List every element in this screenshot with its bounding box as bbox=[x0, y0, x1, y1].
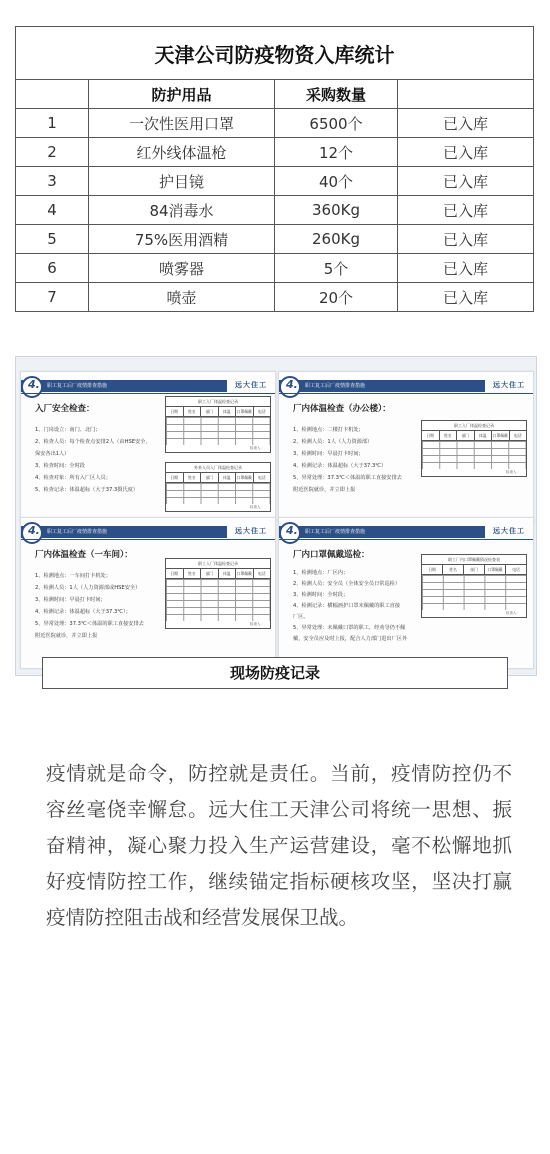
on-site-photo bbox=[15, 356, 537, 676]
record-form: 职工入厂体温检查记录 日期 姓名 部门 体温 口罩佩戴 电话 检查人： bbox=[165, 396, 271, 453]
poster-title: 厂内体温检查（一车间）： bbox=[35, 550, 133, 560]
poster-list-item: 厂区。 bbox=[293, 614, 309, 620]
table-row bbox=[16, 138, 534, 167]
poster-list-item: 3、检测时间：早晨打卡时间； bbox=[293, 451, 364, 457]
row-status: 已入库 bbox=[398, 138, 534, 167]
header-item: 防护用品 bbox=[89, 80, 275, 109]
photo-caption: 现场防疫记录 bbox=[42, 657, 508, 689]
table-row bbox=[16, 109, 534, 138]
row-index: 7 bbox=[16, 283, 89, 312]
poster-header-text: 职工复工后厂疫情排查措施 bbox=[305, 529, 366, 535]
row-item: 喷壶 bbox=[89, 283, 275, 312]
table-row bbox=[16, 283, 534, 312]
poster-list-item: 附近医院就诊，并立即上报 bbox=[293, 487, 356, 493]
row-index: 2 bbox=[16, 138, 89, 167]
row-quantity: 260Kg bbox=[275, 225, 398, 254]
row-index: 4 bbox=[16, 196, 89, 225]
poster-list-item: 4、检测记录：体温超标（大于37.3℃） bbox=[293, 463, 387, 469]
step-badge: 4. bbox=[279, 376, 301, 398]
row-status: 已入库 bbox=[398, 283, 534, 312]
table-row bbox=[16, 254, 534, 283]
poster-header-text: 职工复工后厂疫情排查措施 bbox=[305, 383, 366, 389]
record-form: 职工入厂体温检查记录 日期 姓名 部门 体温 口罩佩戴 电话 检查人： bbox=[421, 420, 527, 477]
poster-workshop-temperature bbox=[20, 517, 276, 669]
stock-table bbox=[15, 26, 534, 312]
poster-title: 入厂安全检查： bbox=[35, 404, 95, 414]
row-index: 6 bbox=[16, 254, 89, 283]
poster-list-item: 戴，安全员应及时上报，配合人力部门进出厂区外 bbox=[293, 636, 408, 642]
row-status: 已入库 bbox=[398, 225, 534, 254]
row-quantity: 360Kg bbox=[275, 196, 398, 225]
poster-list bbox=[293, 568, 408, 645]
poster-list-item: 5、检查记录：体温超标（大于37.3摄氏度） bbox=[35, 487, 139, 493]
brand-logo: 远大住工 bbox=[235, 527, 267, 535]
row-item: 84消毒水 bbox=[89, 196, 275, 225]
poster-list-item: 5、异常处理：未佩戴口罩的职工，经劝导仍不佩 bbox=[293, 625, 406, 631]
brand-logo: 远大住工 bbox=[493, 381, 525, 389]
poster-list-item: 2、检测人员：1人（人力资源部） bbox=[293, 439, 373, 445]
row-item: 一次性医用口罩 bbox=[89, 109, 275, 138]
poster-list-item: 1、门岗设立：南门、北门； bbox=[35, 427, 101, 433]
poster-mask-inspection bbox=[278, 517, 534, 669]
brand-logo: 远大住工 bbox=[235, 381, 267, 389]
row-item: 红外线体温枪 bbox=[89, 138, 275, 167]
poster-header-text: 职工复工后厂疫情排查措施 bbox=[47, 529, 108, 535]
poster-list-item: 4、检测记录：横幅画护口罩未佩戴的职工直接 bbox=[293, 603, 401, 609]
record-form: 外来人员入厂体温检查记录 日期 姓名 部门 体温 口罩佩戴 电话 检查人： bbox=[165, 462, 271, 512]
header-status bbox=[398, 80, 534, 109]
row-status: 已入库 bbox=[398, 109, 534, 138]
poster-list bbox=[35, 424, 150, 496]
table-row bbox=[16, 167, 534, 196]
row-status: 已入库 bbox=[398, 196, 534, 225]
table-row bbox=[16, 196, 534, 225]
header-index bbox=[16, 80, 89, 109]
row-index: 1 bbox=[16, 109, 89, 138]
step-badge: 4. bbox=[279, 522, 301, 544]
poster-list-item: 3、检测时间：全时段； bbox=[293, 592, 349, 598]
poster-list bbox=[293, 424, 408, 496]
article-paragraph: 疫情就是命令，防控就是责任。当前，疫情防控仍不容丝毫侥幸懈怠。远大住工天津公司将统一思想、振奋精神，凝心聚力投入生产运营建设，毫不松懈地抓好疫情防控工作，继续锚定指标硬核攻坚，坚决打赢疫情防控阻击战和经营发展保卫战。 bbox=[46, 762, 512, 929]
step-badge: 4. bbox=[21, 376, 43, 398]
record-form: 职工厂内口罩佩戴情况检查表 日期 姓名 部门 口罩佩戴 电话 检查人： bbox=[421, 554, 527, 618]
poster-list-item: 4、检查对象：所有入厂区人员； bbox=[35, 475, 111, 481]
poster-entry-check bbox=[20, 371, 276, 523]
poster-title: 厂内体温检查（办公楼）： bbox=[293, 404, 391, 414]
row-quantity: 6500个 bbox=[275, 109, 398, 138]
poster-list-item: 2、检测人员：1人（人力资源部或HSE安全） bbox=[35, 585, 141, 591]
table-header-row bbox=[16, 80, 534, 109]
row-index: 5 bbox=[16, 225, 89, 254]
table-title: 天津公司防疫物资入库统计 bbox=[16, 27, 534, 80]
poster-list-item: 3、检查时间：全时段 bbox=[35, 463, 85, 469]
poster-list-item: 4、检测记录：体温超标（大于37.3℃）； bbox=[35, 609, 131, 615]
poster-header-text: 职工复工后厂疫情排查措施 bbox=[47, 383, 108, 389]
poster-title: 厂内口罩佩戴巡检： bbox=[293, 550, 370, 560]
poster-list-item: 5、异常处理：37.3℃＜体温的职工直接安排去 bbox=[35, 621, 144, 627]
row-quantity: 5个 bbox=[275, 254, 398, 283]
poster-list-item: 保安各出1人） bbox=[35, 451, 70, 457]
table-row bbox=[16, 225, 534, 254]
poster-list-item: 附近医院就诊，并立即上报 bbox=[35, 633, 98, 639]
row-item: 喷雾器 bbox=[89, 254, 275, 283]
step-badge: 4. bbox=[21, 522, 43, 544]
row-quantity: 40个 bbox=[275, 167, 398, 196]
row-status: 已入库 bbox=[398, 167, 534, 196]
poster-list-item: 2、检查人员：每个检查点安排2人（由HSE安全、 bbox=[35, 439, 151, 445]
row-status: 已入库 bbox=[398, 254, 534, 283]
header-quantity: 采购数量 bbox=[275, 80, 398, 109]
row-item: 护目镜 bbox=[89, 167, 275, 196]
record-form: 职工入厂体温检查记录 日期 姓名 部门 体温 口罩佩戴 电话 检查人： bbox=[165, 558, 271, 629]
poster-list-item: 1、检测地点：二楼打卡机处； bbox=[293, 427, 364, 433]
brand-logo: 远大住工 bbox=[493, 527, 525, 535]
row-quantity: 12个 bbox=[275, 138, 398, 167]
row-index: 3 bbox=[16, 167, 89, 196]
poster-list-item: 1、检测地点：厂区内； bbox=[293, 570, 349, 576]
row-quantity: 20个 bbox=[275, 283, 398, 312]
poster-list-item: 2、检测人员：安全员（全体安全员日常巡检） bbox=[293, 581, 401, 587]
poster-list bbox=[35, 570, 150, 642]
poster-office-temperature bbox=[278, 371, 534, 523]
poster-list-item: 5、异常处理：37.3℃＜体温的职工直接安排去 bbox=[293, 475, 402, 481]
row-item: 75%医用酒精 bbox=[89, 225, 275, 254]
poster-list-item: 3、检测时间：早晨打卡时间； bbox=[35, 597, 106, 603]
poster-list-item: 1、检测地点：一车间打卡机处； bbox=[35, 573, 111, 579]
